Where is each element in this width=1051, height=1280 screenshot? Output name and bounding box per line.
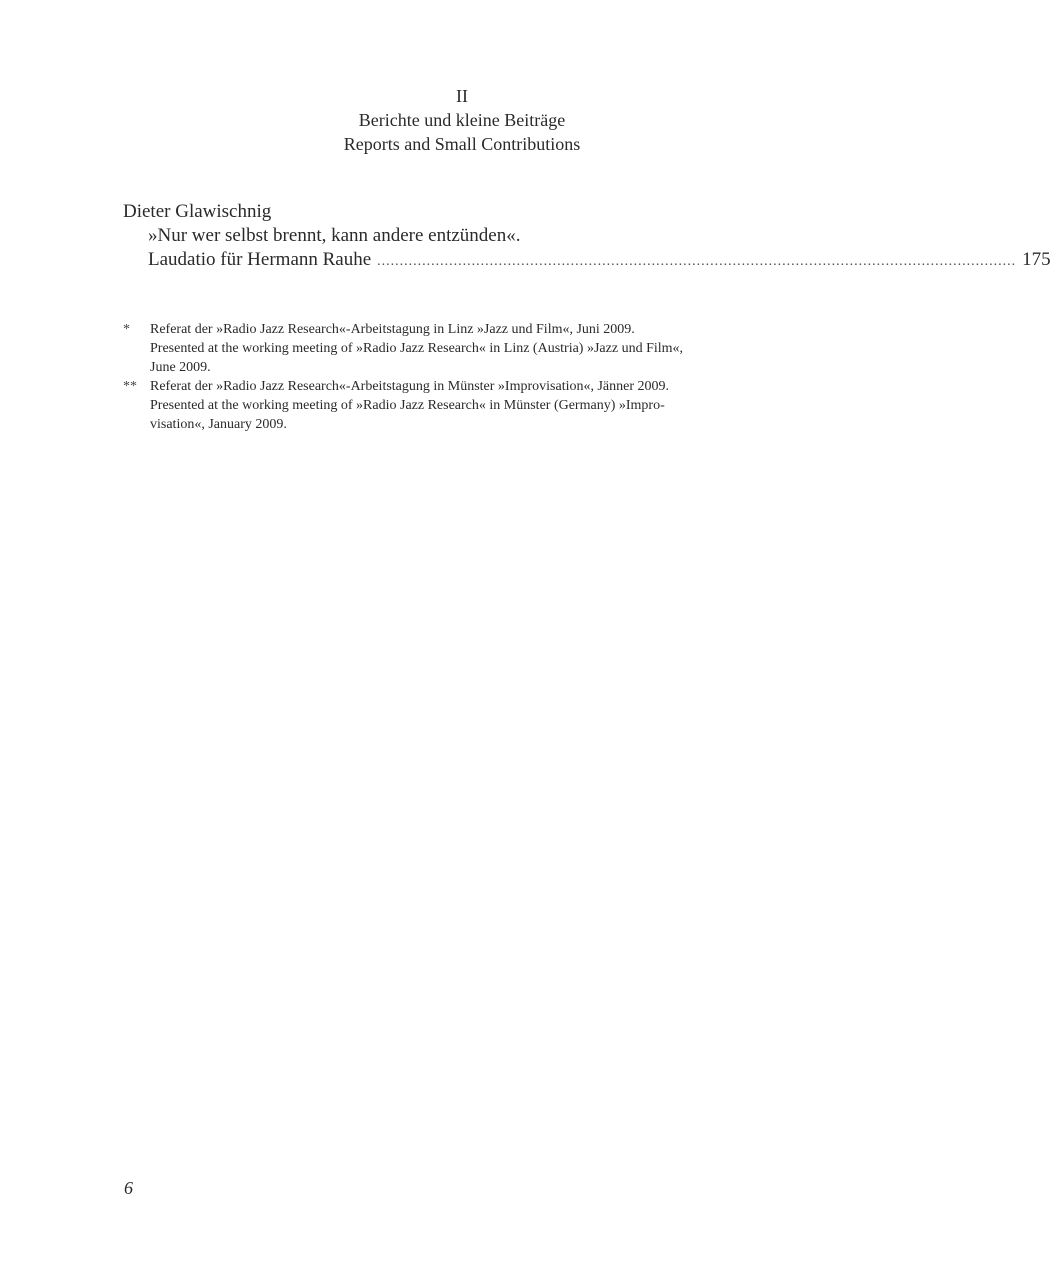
footnote-line: Presented at the working meeting of »Radio Jazz Research« in Linz (Austria) »Jazz und Film«, bbox=[150, 341, 684, 356]
footnote-line: visation«, January 2009. bbox=[150, 417, 287, 432]
footnotes bbox=[123, 320, 783, 434]
footnote-line: Referat der »Radio Jazz Research«-Arbeitstagung in Münster »Improvisation«, Jänner 2009. bbox=[150, 379, 670, 394]
footnote-body bbox=[150, 320, 783, 377]
dot-leader: .............................................................................................................................................. bbox=[377, 254, 1017, 269]
footnote-marker: * bbox=[123, 322, 130, 337]
footnote-line: Presented at the working meeting of »Radio Jazz Research« in Münster (Germany) »Impro- bbox=[150, 398, 665, 413]
section-heading bbox=[0, 84, 924, 156]
section-title-german: Berichte und kleine Beiträge bbox=[358, 110, 566, 130]
section-title-english: Reports and Small Contributions bbox=[343, 134, 581, 154]
footnote-line: June 2009. bbox=[150, 360, 211, 375]
footnote-marker: ** bbox=[123, 379, 137, 394]
page-number: 6 bbox=[124, 1178, 133, 1198]
entry-page-number: 175 bbox=[1022, 249, 1051, 270]
footnote bbox=[123, 377, 783, 434]
section-numeral: II bbox=[456, 86, 468, 106]
entry-title-row bbox=[123, 248, 1051, 274]
toc-entry bbox=[123, 200, 1051, 274]
footnote-body bbox=[150, 377, 783, 434]
entry-title-line-2: Laudatio für Hermann Rauhe bbox=[148, 249, 372, 270]
entry-author: Dieter Glawischnig bbox=[123, 201, 272, 222]
entry-title-line-1: »Nur wer selbst brennt, kann andere entzünden«. bbox=[148, 225, 521, 246]
footnote bbox=[123, 320, 783, 377]
footnote-line: Referat der »Radio Jazz Research«-Arbeitstagung in Linz »Jazz und Film«, Juni 2009. bbox=[150, 322, 635, 337]
